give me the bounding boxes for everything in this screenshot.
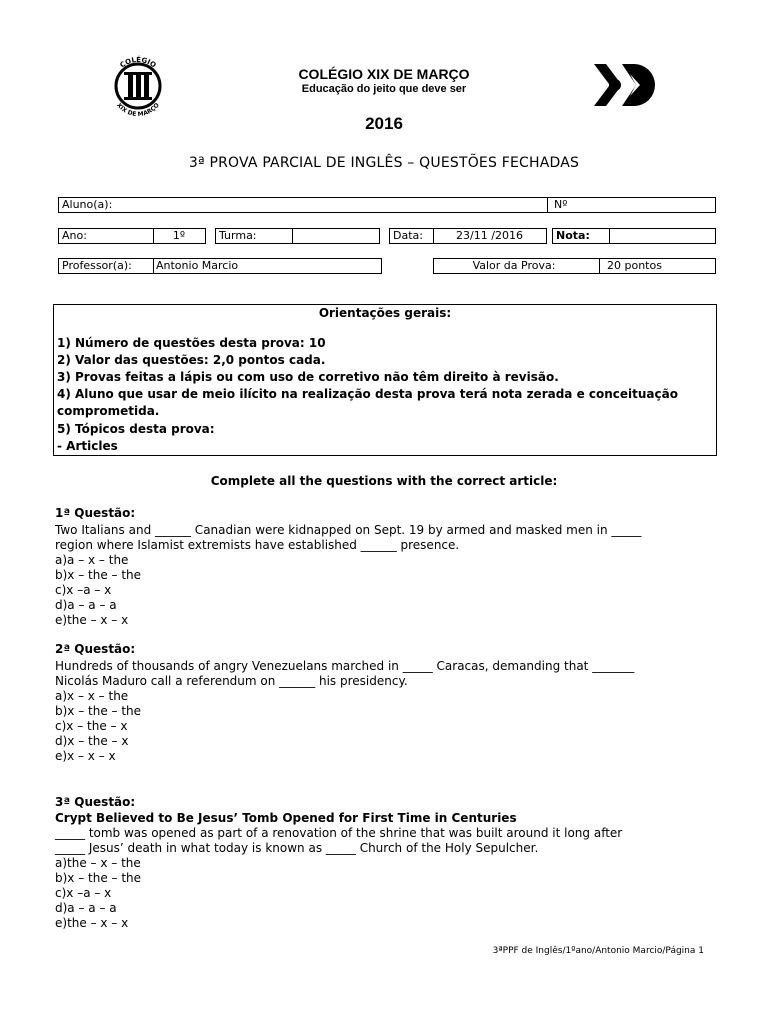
date-box: [389, 228, 547, 244]
guideline-item: 5) Tópicos desta prova:: [57, 422, 215, 436]
student-label: Aluno(a):: [62, 198, 113, 211]
guidelines-title: Orientações gerais:: [318, 306, 452, 320]
question-1-option-d[interactable]: d)a – a – a: [55, 598, 117, 612]
exam-value-label: Valor da Prova:: [472, 259, 556, 272]
grade-box: [58, 228, 206, 244]
exam-title: 3ª PROVA PARCIAL DE INGLÊS – QUESTÕES FECHADAS: [188, 155, 580, 171]
question-3-option-c[interactable]: c)x –a – x: [55, 886, 112, 900]
grade-label: Ano:: [62, 229, 87, 242]
guideline-item: 4) Aluno que usar de meio ilícito na realização desta prova terá nota zerada e conceituação: [57, 387, 678, 401]
logo-text-bottom: XIX DE MARÇO: [115, 101, 161, 119]
question-3-option-a[interactable]: a)the – x – the: [55, 856, 141, 870]
question-2-option-d[interactable]: d)x – the – x: [55, 734, 129, 748]
question-1-text: region where Islamist extremists have established ______ presence.: [55, 538, 460, 552]
question-1-option-a[interactable]: a)a – x – the: [55, 553, 129, 567]
exam-year: 2016: [365, 114, 403, 133]
question-3-option-b[interactable]: b)x – the – the: [55, 871, 142, 885]
question-1-option-c[interactable]: c)x –a – x: [55, 583, 112, 597]
date-value: 23/11 /2016: [456, 229, 523, 242]
question-2-option-a[interactable]: a)x – x – the: [55, 689, 129, 703]
question-3-option-e[interactable]: e)the – x – x: [55, 916, 129, 930]
question-2-text: Nicolás Maduro call a referendum on ______ his presidency.: [55, 674, 408, 688]
school-motto: Educação do jeito que deve ser: [301, 83, 467, 95]
student-row: [58, 197, 716, 213]
question-1-title: 1ª Questão:: [55, 506, 136, 520]
grade-score-box: [552, 228, 716, 244]
question-2-option-b[interactable]: b)x – the – the: [55, 704, 142, 718]
question-1-option-e[interactable]: e)the – x – x: [55, 613, 129, 627]
page-footer: 3ªPPF de Inglês/1ºano/Antonio Marcio/Página 1: [492, 946, 704, 956]
guideline-item: - Articles: [57, 439, 118, 453]
guideline-item: 1) Número de questões desta prova: 10: [57, 336, 326, 350]
question-1-option-b[interactable]: b)x – the – the: [55, 568, 142, 582]
question-3-title: 3ª Questão:: [55, 795, 136, 809]
question-3-text: _____ Jesus’ death in what today is known as _____ Church of the Holy Sepulcher.: [55, 841, 539, 855]
general-guidelines: [53, 304, 717, 456]
question-2-option-c[interactable]: c)x – the – x: [55, 719, 128, 733]
question-3-option-d[interactable]: d)a – a – a: [55, 901, 117, 915]
question-2-text: Hundreds of thousands of angry Venezuelans marched in _____ Caracas, demanding that _______: [55, 659, 635, 673]
number-label: Nº: [554, 198, 568, 211]
question-2-title: 2ª Questão:: [55, 642, 136, 656]
class-box: [215, 228, 380, 244]
grade-value: 1º: [172, 229, 186, 242]
instruction: Complete all the questions with the correct article:: [210, 474, 558, 488]
score-label: Nota:: [556, 229, 590, 242]
class-label: Turma:: [219, 229, 257, 242]
teacher-label: Professor(a):: [62, 259, 132, 272]
question-1-text: Two Italians and ______ Canadian were kidnapped on Sept. 19 by armed and masked men in _____: [55, 523, 642, 537]
question-3-subtitle: Crypt Believed to Be Jesus’ Tomb Opened for First Time in Centuries: [55, 811, 517, 825]
teacher-value: Antonio Marcio: [156, 259, 239, 272]
date-label: Data:: [393, 229, 423, 242]
question-2-option-e[interactable]: e)x – x – x: [55, 749, 116, 763]
teacher-box: [58, 258, 382, 274]
exam-value-value: 20 pontos: [607, 259, 662, 272]
school-name: COLÉGIO XIX DE MARÇO: [298, 66, 470, 82]
guideline-item: comprometida.: [57, 404, 160, 418]
exam-value-box: [433, 258, 716, 274]
guideline-item: 2) Valor das questões: 2,0 pontos cada.: [57, 353, 326, 367]
logo-text-top: COLÉGIO: [118, 55, 158, 70]
question-3-text: _____ tomb was opened as part of a renovation of the shrine that was built around it long after: [55, 826, 623, 840]
guideline-item: 3) Provas feitas a lápis ou com uso de corretivo não têm direito à revisão.: [57, 370, 559, 384]
